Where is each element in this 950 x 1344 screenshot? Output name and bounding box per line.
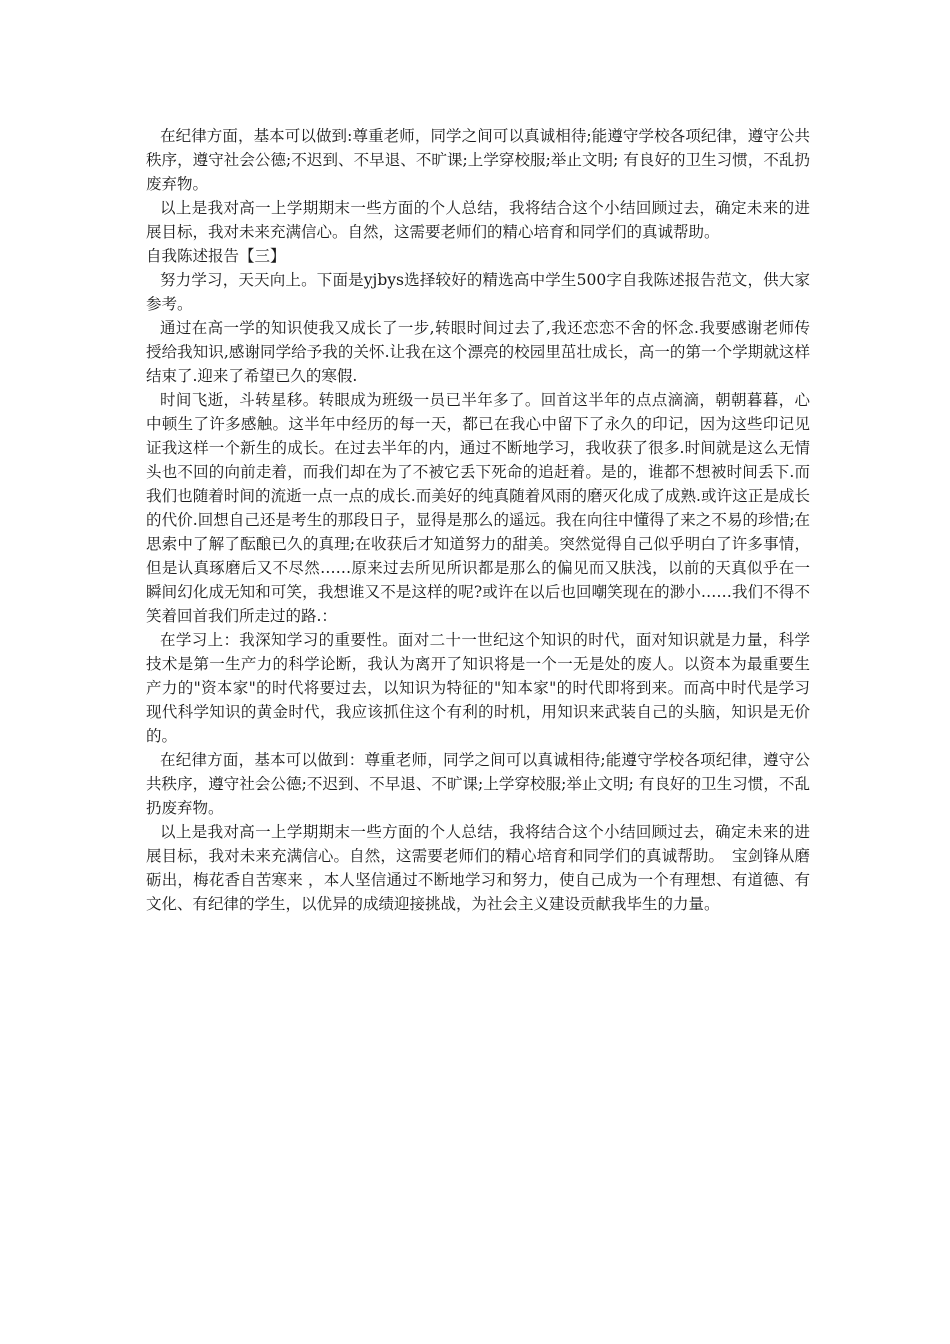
growth-paragraph: 通过在高一学的知识使我又成长了一步,转眼时间过去了,我还恋恋不舍的怀念.我要感谢老师传授给我知识,感谢同学给予我的关怀.让我在这个漂亮的校园里茁壮成长，高一的第一个学期就这样结束了.迎来了希望已久的寒假.	[146, 319, 810, 385]
closing-paragraph: 以上是我对高一上学期期末一些方面的个人总结，我将结合这个小结回顾过去，确定未来的进展目标，我对未来充满信心。自然，这需要老师们的精心培育和同学们的真诚帮助。 宝剑锋从磨砺出，梅花香自苦寒来 ，本人坚信通过不断地学习和努力，使自己成为一个有理想、有道德、有文化、有纪律的学生，以优异的成绩迎接挑战，为社会主义建设贡献我毕生的力量。	[146, 823, 810, 913]
study-paragraph: 在学习上：我深知学习的重要性。面对二十一世纪这个知识的时代，面对知识就是力量，科学技术是第一生产力的科学论断，我认为离开了知识将是一个一无是处的废人。以资本为最重要生产力的"资本家"的时代将要过去，以知识为特征的"知本家"的时代即将到来。而高中时代是学习现代科学知识的黄金时代，我应该抓住这个有利的时机，用知识来武装自己的头脑，知识是无价的。	[146, 631, 810, 745]
summary-paragraph: 以上是我对高一上学期期末一些方面的个人总结，我将结合这个小结回顾过去，确定未来的进展目标，我对未来充满信心。自然，这需要老师们的精心培育和同学们的真诚帮助。	[146, 199, 810, 241]
intro-paragraph: 努力学习，天天向上。下面是yjbys选择较好的精选高中学生500字自我陈述报告范文，供大家参考。	[146, 271, 810, 313]
discipline-paragraph: 在纪律方面，基本可以做到:尊重老师，同学之间可以真诚相待;能遵守学校各项纪律，遵守公共秩序，遵守社会公德;不迟到、不早退、不旷课;上学穿校服;举止文明; 有良好的卫生习惯，不乱扔废弃物。	[146, 127, 810, 193]
document-body	[146, 124, 810, 916]
section-heading: 自我陈述报告【三】	[146, 247, 286, 265]
discipline-paragraph-2: 在纪律方面，基本可以做到：尊重老师，同学之间可以真诚相待;能遵守学校各项纪律，遵守公共秩序，遵守社会公德;不迟到、不早退、不旷课;上学穿校服;举止文明; 有良好的卫生习惯，不乱扔废弃物。	[146, 751, 810, 817]
time-paragraph: 时间飞逝，斗转星移。转眼成为班级一员已半年多了。回首这半年的点点滴滴，朝朝暮暮，心中顿生了许多感触。这半年中经历的每一天，都已在我心中留下了永久的印记，因为这些印记见证我这样一个新生的成长。在过去半年的内，通过不断地学习，我收获了很多.时间就是这么无情头也不回的向前走着，而我们却在为了不被它丢下死命的追赶着。是的，谁都不想被时间丢下.而我们也随着时间的流逝一点一点的成长.而美好的纯真随着风雨的磨灭化成了成熟.或许这正是成长的代价.回想自己还是考生的那段日子，显得是那么的遥远。我在向往中懂得了来之不易的珍惜;在思索中了解了酝酿已久的真理;在收获后才知道努力的甜美。突然觉得自己似乎明白了许多事情，但是认真琢磨后又不尽然……原来过去所见所识都是那么的偏见而又肤浅，以前的天真似乎在一瞬间幻化成无知和可笑，我想谁又不是这样的呢?或许在以后也回嘲笑现在的渺小……我们不得不笑着回首我们所走过的路.：	[146, 391, 810, 625]
